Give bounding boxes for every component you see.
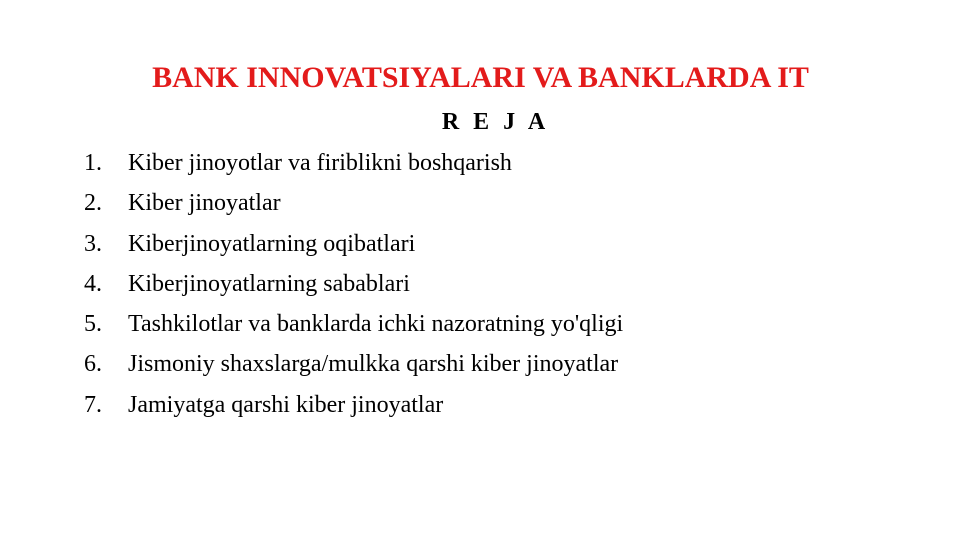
plan-item-text: Kiber jinoyatlar <box>128 190 281 217</box>
plan-item <box>84 385 623 425</box>
plan-item-text: Tashkilotlar va banklarda ichki nazoratning yo'qligi <box>128 311 624 338</box>
plan-item-text: Kiberjinoyatlarning sabablari <box>128 270 410 297</box>
plan-item-number: 6. <box>84 351 102 378</box>
plan-item <box>84 183 623 223</box>
plan-item <box>84 143 623 183</box>
plan-list <box>84 143 623 425</box>
plan-item <box>84 344 623 384</box>
plan-item-number: 7. <box>84 391 102 418</box>
plan-item-text: Kiber jinoyotlar va firiblikni boshqarish <box>128 150 512 176</box>
plan-item-text: Jismoniy shaxslarga/mulkka qarshi kiber jinoyatlar <box>128 351 619 378</box>
plan-item-number: 4. <box>84 270 102 297</box>
plan-item <box>84 224 623 264</box>
plan-item-text: Jamiyatga qarshi kiber jinoyatlar <box>128 391 444 418</box>
plan-item <box>84 264 623 304</box>
plan-item-number: 3. <box>84 230 102 257</box>
plan-item <box>84 304 623 344</box>
plan-item-number: 5. <box>84 311 102 338</box>
plan-item-number: 2. <box>84 190 102 217</box>
plan-item-number: 1. <box>84 150 102 176</box>
slide-title: BANK INNOVATSIYALARI VA BANKLARDA IT <box>152 61 809 94</box>
slide-subtitle: R E J A <box>441 109 550 135</box>
plan-item-text: Kiberjinoyatlarning oqibatlari <box>128 230 416 257</box>
